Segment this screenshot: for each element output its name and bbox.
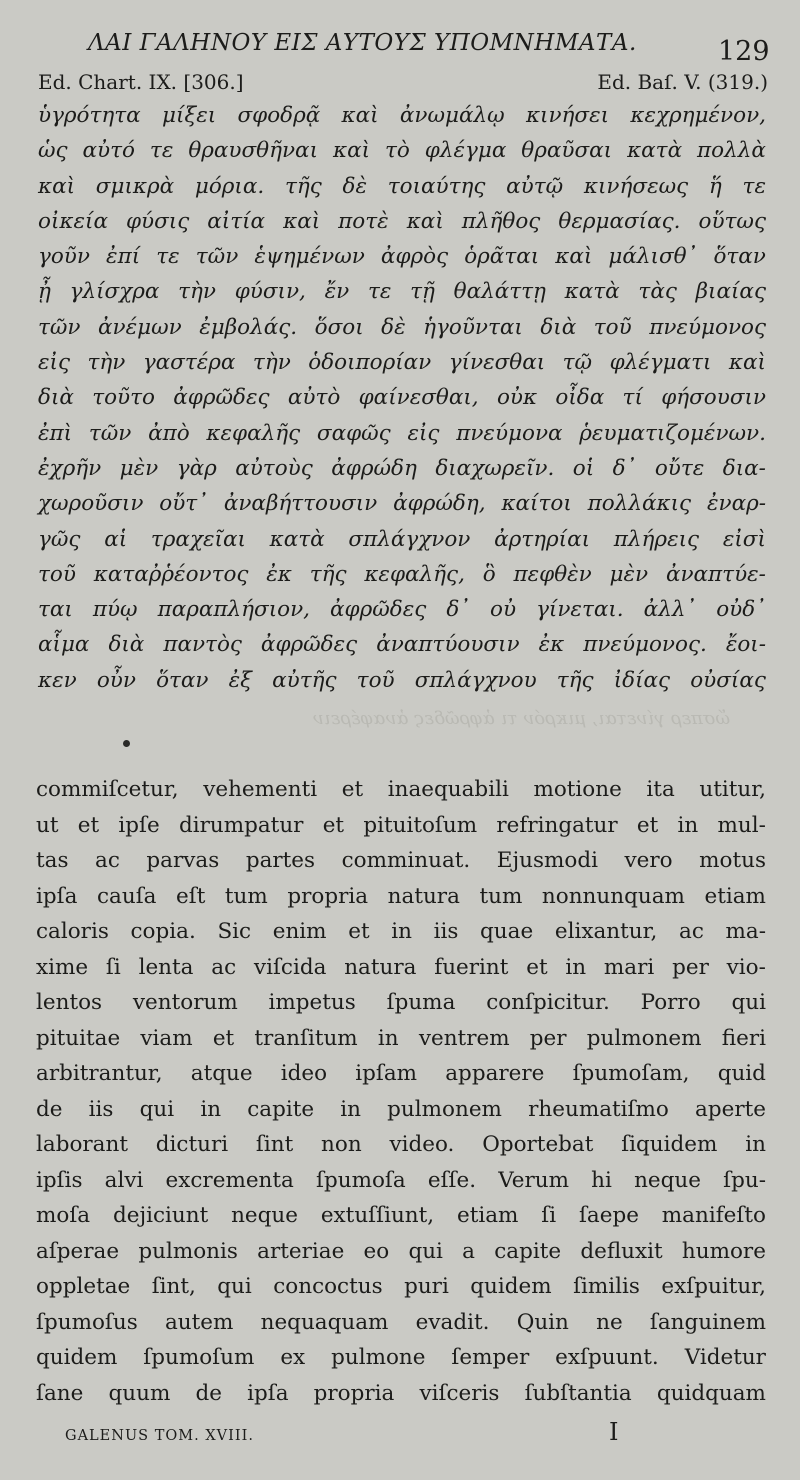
text-line: lentos ventorum impetus ſpuma conſpicitur. Porro qui: [36, 990, 766, 1015]
text-line: pituitae viam et tranſitum in ventrem per pulmonem fieri: [36, 1025, 766, 1051]
text-line: κεν οὖν ὅταν ἐξ αὐτῆς τοῦ σπλάγχνου τῆς ἰδίας οὐσίας: [38, 667, 766, 693]
text-line: τοῦ καταῤῥέοντος ἐκ τῆς κεφαλῆς, ὃ πεφθὲν μὲν ἀναπτύε-: [38, 561, 766, 587]
running-head: [0, 0, 800, 100]
text-line: ipſis alvi excrementa ſpumoſa eſſe. Verum hi neque ſpu-: [36, 1167, 766, 1193]
text-line: ἐχρῆν μὲν γὰρ αὐτοὺς ἀφρώδη διαχωρεῖν. οἱ δ᾽ οὔτε δια-: [38, 455, 766, 481]
text-line: ipſa cauſa eſt tum propria natura tum nonnunquam etiam: [36, 883, 766, 909]
edition-reference-basel: Ed. Baſ. V. (319.): [597, 70, 768, 94]
text-line: διὰ τοῦτο ἀφρῶδες αὐτὸ φαίνεσθαι, οὐκ οἶδα τί φήσουσιν: [38, 385, 766, 411]
text-line: ſpumoſus autem nequaquam evadit. Quin ne ſanguinem: [36, 1309, 766, 1335]
edition-reference-chartier: Ed. Chart. IX. [306.]: [38, 70, 244, 94]
text-line: οἰκεία φύσις αἰτία καὶ ποτὲ καὶ πλῆθος θερμασίας. οὕτως: [38, 208, 766, 234]
text-line: caloris copia. Sic enim et in iis quae elixantur, ac ma-: [36, 919, 766, 944]
text-line: tas ac parvas partes comminuat. Ejusmodi vero motus: [36, 848, 766, 873]
text-line: ut et ipſe dirumpatur et pituitoſum refringatur et in mul-: [36, 812, 766, 838]
text-line: laborant dicturi ſint non video. Oportebat ſiquidem in: [36, 1132, 766, 1157]
text-line: aſperae pulmonis arteriae eo qui a capite defluxit humore: [36, 1238, 766, 1264]
text-line: ἐπὶ τῶν ἀπὸ κεφαλῆς σαφῶς εἰς πνεύμονα ῥευματιζομένων.: [38, 420, 766, 446]
text-line: γοῦν ἐπί τε τῶν ἑψημένων ἀφρὸς ὁρᾶται καὶ μάλισθ᾽ ὅταν: [38, 244, 766, 270]
text-line: quidem ſpumoſum ex pulmone ſemper exſpuunt. Videtur: [36, 1345, 766, 1370]
text-line: oppletae ſint, qui concoctus puri quidem ſimilis exſpuitur,: [36, 1274, 766, 1299]
text-line: καὶ σμικρὰ μόρια. τῆς δὲ τοιαύτης αὐτῷ κινήσεως ἥ τε: [38, 173, 766, 199]
printer-signature: GALENUS TOM. XVIII.: [65, 1428, 254, 1444]
text-line: εἰς τὴν γαστέρα τὴν ὁδοιπορίαν γίνεσθαι τῷ φλέγματι καὶ: [38, 350, 766, 376]
text-line: γῶς αἱ τραχεῖαι κατὰ σπλάγχνον ἀρτηρίαι πλήρεις εἰσὶ: [38, 526, 766, 552]
text-line: ᾖ γλίσχρα τὴν φύσιν, ἔν τε τῇ θαλάττῃ κατὰ τὰς βιαίας: [38, 279, 766, 305]
text-line: χωροῦσιν οὔτ᾽ ἀναβήττουσιν ἀφρώδη, καίτοι πολλάκις ἐναρ-: [38, 491, 766, 517]
text-line: ὡς αὐτό τε θραυσθῆναι καὶ τὸ φλέγμα θραῦσαι κατὰ πολλὰ: [38, 138, 766, 164]
text-line: commiſcetur, vehementi et inaequabili motione ita utitur,: [36, 777, 766, 802]
bleed-through-text: ὥσπερ γίνεται, μικρόν τι ἀφρῶδες ἀναφέρειν: [312, 708, 730, 729]
text-line: αἷμα διὰ παντὸς ἀφρῶδες ἀναπτύουσιν ἐκ πνεύμονος. ἔοι-: [38, 632, 766, 658]
signature-mark: I: [609, 1418, 619, 1446]
page-number: 129: [718, 36, 770, 67]
text-line: de iis qui in capite in pulmonem rheumatiſmo aperte: [36, 1096, 766, 1122]
text-line: xime ſi lenta ac viſcida natura fuerint et in mari per vio-: [36, 954, 766, 980]
greek-text-block: [38, 98, 766, 698]
text-line: τῶν ἀνέμων ἐμβολάς. ὅσοι δὲ ἡγοῦνται διὰ τοῦ πνεύμονος: [38, 314, 766, 340]
ink-dot: [123, 740, 130, 747]
text-line: ται πύῳ παραπλήσιον, ἀφρῶδες δ᾽ οὐ γίνεται. ἀλλ᾽ οὐδ᾽: [38, 597, 766, 623]
latin-text-block: [36, 772, 766, 1411]
text-line: moſa dejiciunt neque extuſſiunt, etiam ſi ſaepe manifeſto: [36, 1203, 766, 1228]
text-line: ſane quum de ipſa propria viſceris ſubſtantia quidquam: [36, 1380, 766, 1406]
running-title: ΛΑΙ ΓΑΛΗΝΟΥ ΕΙΣ ΑΥΤΟΥΣ ΥΠΟΜΝΗΜΑΤΑ.: [88, 30, 637, 56]
text-line: ὑγρότητα μίξει σφοδρᾷ καὶ ἀνωμάλῳ κινήσει κεχρημένον,: [38, 103, 766, 128]
text-line: arbitrantur, atque ideo ipſam apparere ſpumoſam, quid: [36, 1061, 766, 1086]
